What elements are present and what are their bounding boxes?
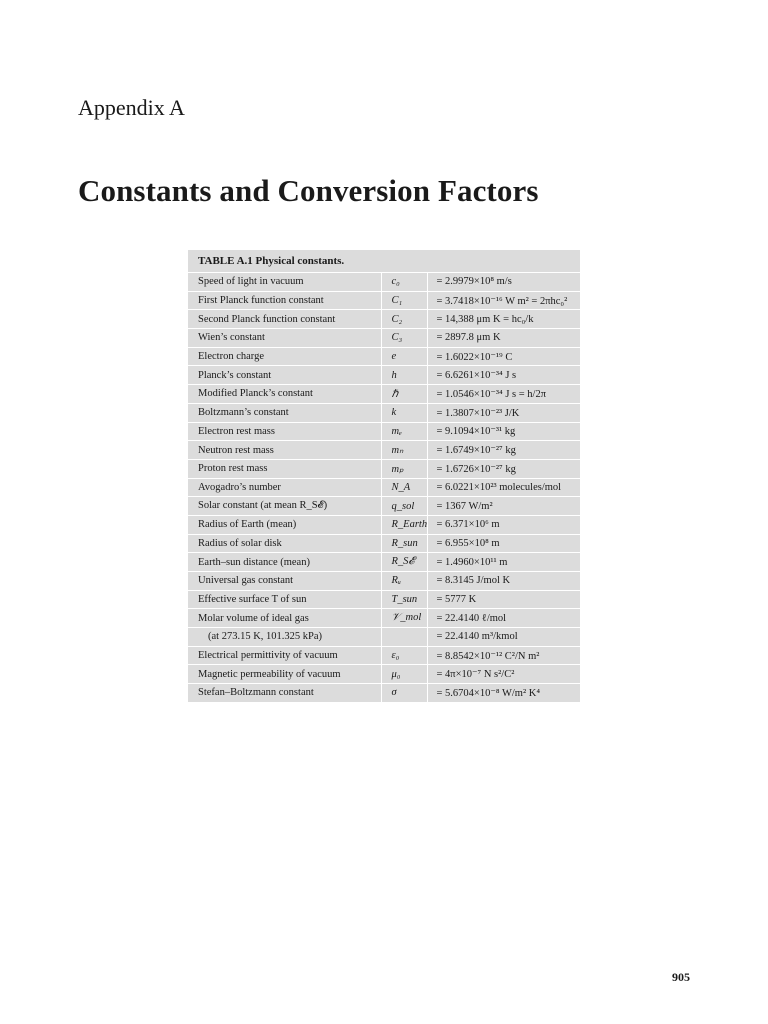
constant-symbol: σ bbox=[381, 684, 427, 702]
table-row bbox=[188, 329, 580, 348]
constant-name: Effective surface T of sun bbox=[188, 590, 381, 609]
table-row bbox=[188, 347, 580, 366]
table-row bbox=[188, 609, 580, 628]
constant-symbol: Rᵤ bbox=[381, 572, 427, 591]
table-row bbox=[188, 310, 580, 329]
table-row bbox=[188, 515, 580, 534]
constant-name: Avogadro’s number bbox=[188, 478, 381, 497]
table-row bbox=[188, 590, 580, 609]
constant-value: = 4π×10⁻⁷ N s²/C² bbox=[427, 665, 580, 684]
table-row bbox=[188, 422, 580, 441]
constant-value: = 2.9979×10⁸ m/s bbox=[427, 273, 580, 292]
constant-name: Molar volume of ideal gas bbox=[188, 609, 381, 628]
constant-name: Earth–sun distance (mean) bbox=[188, 553, 381, 572]
constant-name: Stefan–Boltzmann constant bbox=[188, 684, 381, 702]
physical-constants-table bbox=[188, 250, 580, 702]
constant-name: Neutron rest mass bbox=[188, 441, 381, 460]
constant-symbol: ε₀ bbox=[381, 646, 427, 665]
table-row bbox=[188, 553, 580, 572]
table-row bbox=[188, 403, 580, 422]
constant-value: = 8.3145 J/mol K bbox=[427, 572, 580, 591]
constant-name: Proton rest mass bbox=[188, 459, 381, 478]
constant-name: Solar constant (at mean R_S𝓔) bbox=[188, 497, 381, 516]
constant-value: = 1.0546×10⁻³⁴ J s = h/2π bbox=[427, 385, 580, 404]
constant-symbol: C₂ bbox=[381, 310, 427, 329]
constant-value: = 8.8542×10⁻¹² C²/N m² bbox=[427, 646, 580, 665]
constant-value: = 9.1094×10⁻³¹ kg bbox=[427, 422, 580, 441]
constant-value: = 2897.8 μm K bbox=[427, 329, 580, 348]
constant-name: Electrical permittivity of vacuum bbox=[188, 646, 381, 665]
constant-name: Magnetic permeability of vacuum bbox=[188, 665, 381, 684]
constant-name: Universal gas constant bbox=[188, 572, 381, 591]
constant-value: = 6.955×10⁸ m bbox=[427, 534, 580, 553]
constant-symbol: q_sol bbox=[381, 497, 427, 516]
constant-value: = 1.4960×10¹¹ m bbox=[427, 553, 580, 572]
constant-symbol: c₀ bbox=[381, 273, 427, 292]
table-row bbox=[188, 441, 580, 460]
constant-symbol: k bbox=[381, 403, 427, 422]
constants-table-body bbox=[188, 273, 580, 702]
constant-name: Speed of light in vacuum bbox=[188, 273, 381, 292]
constant-value: = 1.6749×10⁻²⁷ kg bbox=[427, 441, 580, 460]
table-row bbox=[188, 366, 580, 385]
constant-symbol: R_S𝓔 bbox=[381, 553, 427, 572]
constant-symbol: mₑ bbox=[381, 422, 427, 441]
constant-name: Wien’s constant bbox=[188, 329, 381, 348]
table-row bbox=[188, 534, 580, 553]
table-row bbox=[188, 273, 580, 292]
constant-name: Second Planck function constant bbox=[188, 310, 381, 329]
constant-value: = 5777 K bbox=[427, 590, 580, 609]
constant-name: (at 273.15 K, 101.325 kPa) bbox=[188, 628, 381, 647]
constants-table-grid bbox=[188, 272, 580, 702]
constant-value: = 1.6022×10⁻¹⁹ C bbox=[427, 347, 580, 366]
constant-name: Electron rest mass bbox=[188, 422, 381, 441]
table-row bbox=[188, 385, 580, 404]
constant-name: Planck’s constant bbox=[188, 366, 381, 385]
constant-symbol: mₙ bbox=[381, 441, 427, 460]
constant-symbol: R_sun bbox=[381, 534, 427, 553]
constant-value: = 6.371×10⁶ m bbox=[427, 515, 580, 534]
chapter-title: Constants and Conversion Factors bbox=[78, 173, 539, 208]
constant-symbol: R_Earth bbox=[381, 515, 427, 534]
constant-symbol: N_A bbox=[381, 478, 427, 497]
constant-value: = 22.4140 m³/kmol bbox=[427, 628, 580, 647]
constant-value: = 5.6704×10⁻⁸ W/m² K⁴ bbox=[427, 684, 580, 702]
constant-value: = 22.4140 ℓ/mol bbox=[427, 609, 580, 628]
constant-value: = 1.6726×10⁻²⁷ kg bbox=[427, 459, 580, 478]
constant-value: = 14,388 μm K = hc₀/k bbox=[427, 310, 580, 329]
constant-symbol: C₃ bbox=[381, 329, 427, 348]
table-row bbox=[188, 459, 580, 478]
constant-value: = 3.7418×10⁻¹⁶ W m² = 2πhc₀² bbox=[427, 291, 580, 310]
table-row bbox=[188, 478, 580, 497]
constant-name: First Planck function constant bbox=[188, 291, 381, 310]
constant-value: = 6.0221×10²³ molecules/mol bbox=[427, 478, 580, 497]
constant-symbol: 𝒱_mol bbox=[381, 609, 427, 628]
table-row bbox=[188, 665, 580, 684]
table-row bbox=[188, 291, 580, 310]
constant-symbol: mₚ bbox=[381, 459, 427, 478]
page-number: 905 bbox=[672, 970, 690, 984]
constant-value: = 1.3807×10⁻²³ J/K bbox=[427, 403, 580, 422]
constant-value: = 6.6261×10⁻³⁴ J s bbox=[427, 366, 580, 385]
constant-name: Modified Planck’s constant bbox=[188, 385, 381, 404]
table-row bbox=[188, 628, 580, 647]
constant-name: Radius of solar disk bbox=[188, 534, 381, 553]
constant-symbol: ℏ bbox=[381, 385, 427, 404]
table-row bbox=[188, 572, 580, 591]
constant-symbol: T_sun bbox=[381, 590, 427, 609]
constant-value: = 1367 W/m² bbox=[427, 497, 580, 516]
table-row bbox=[188, 646, 580, 665]
table-caption: TABLE A.1 Physical constants. bbox=[198, 255, 345, 267]
constant-name: Radius of Earth (mean) bbox=[188, 515, 381, 534]
table-row bbox=[188, 497, 580, 516]
constant-symbol: C₁ bbox=[381, 291, 427, 310]
constant-name: Electron charge bbox=[188, 347, 381, 366]
constant-name: Boltzmann’s constant bbox=[188, 403, 381, 422]
constant-symbol bbox=[381, 628, 427, 647]
appendix-label: Appendix A bbox=[78, 95, 185, 120]
constant-symbol: h bbox=[381, 366, 427, 385]
table-row bbox=[188, 684, 580, 702]
constant-symbol: e bbox=[381, 347, 427, 366]
constant-symbol: μ₀ bbox=[381, 665, 427, 684]
